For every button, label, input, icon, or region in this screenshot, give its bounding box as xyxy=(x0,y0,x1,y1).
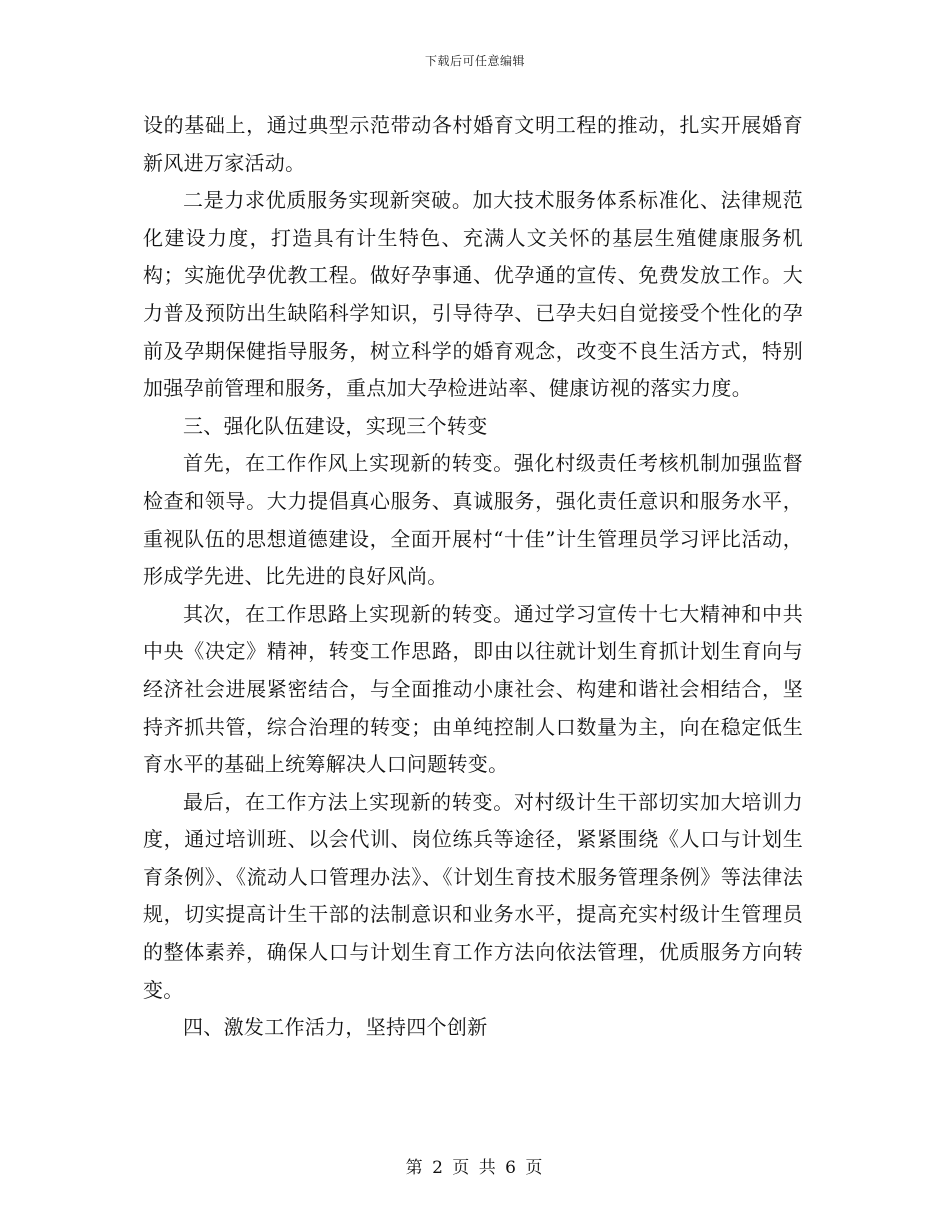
page-number: 第 2 页 共 6 页 xyxy=(405,1158,545,1178)
document-body xyxy=(143,107,803,1047)
paragraph-work-method: 最后，在工作方法上实现新的转变。对村级计生干部切实加大培训力度，通过培训班、以会代训、岗位练兵等途径，紧紧围绕《人口与计划生育条例》、《流动人口管理办法》、《计划生育技术服务管理条例》等法律法规，切实提高计生干部的法制意识和业务水平，提高充实村级计生管理员的整体素养，确保人口与计划生育工作方法向依法管理，优质服务方向转变。 xyxy=(143,789,803,1002)
paragraph-quality-service: 二是力求优质服务实现新突破。加大技术服务体系标准化、法律规范化建设力度，打造具有计生特色、充满人文关怀的基层生殖健康服务机构；实施优孕优教工程。做好孕事通、优孕通的宣传、免费发放工作。大力普及预防出生缺陷科学知识，引导待孕、已孕夫妇自觉接受个性化的孕前及孕期保健指导服务，树立科学的婚育观念，改变不良生活方式，特别加强孕前管理和服务，重点加大孕检进站率、健康访视的落实力度。 xyxy=(143,188,803,401)
section-heading-innovation: 四、激发工作活力，坚持四个创新 xyxy=(183,1015,488,1040)
paragraph-work-style: 首先，在工作作风上实现新的转变。强化村级责任考核机制加强监督检查和领导。大力提倡真心服务、真诚服务，强化责任意识和服务水平，重视队伍的思想道德建设，全面开展村“十佳”计生管理员学习评比活动，形成学先进、比先进的良好风尚。 xyxy=(143,451,803,589)
paragraph-work-approach: 其次，在工作思路上实现新的转变。通过学习宣传十七大精神和中共中央《决定》精神，转变工作思路，即由以往就计划生育抓计划生育向与经济社会进展紧密结合，与全面推动小康社会、构建和谐社会相结合，坚持齐抓共管，综合治理的转变；由单纯控制人口数量为主，向在稳定低生育水平的基础上统筹解决人口问题转变。 xyxy=(143,601,803,777)
paragraph-continuation: 设的基础上，通过典型示范带动各村婚育文明工程的推动，扎实开展婚育新风进万家活动。 xyxy=(143,113,803,175)
page-header: 下载后可任意编辑 xyxy=(424,54,525,68)
section-heading-team-building: 三、强化队伍建设，实现三个转变 xyxy=(183,413,488,438)
